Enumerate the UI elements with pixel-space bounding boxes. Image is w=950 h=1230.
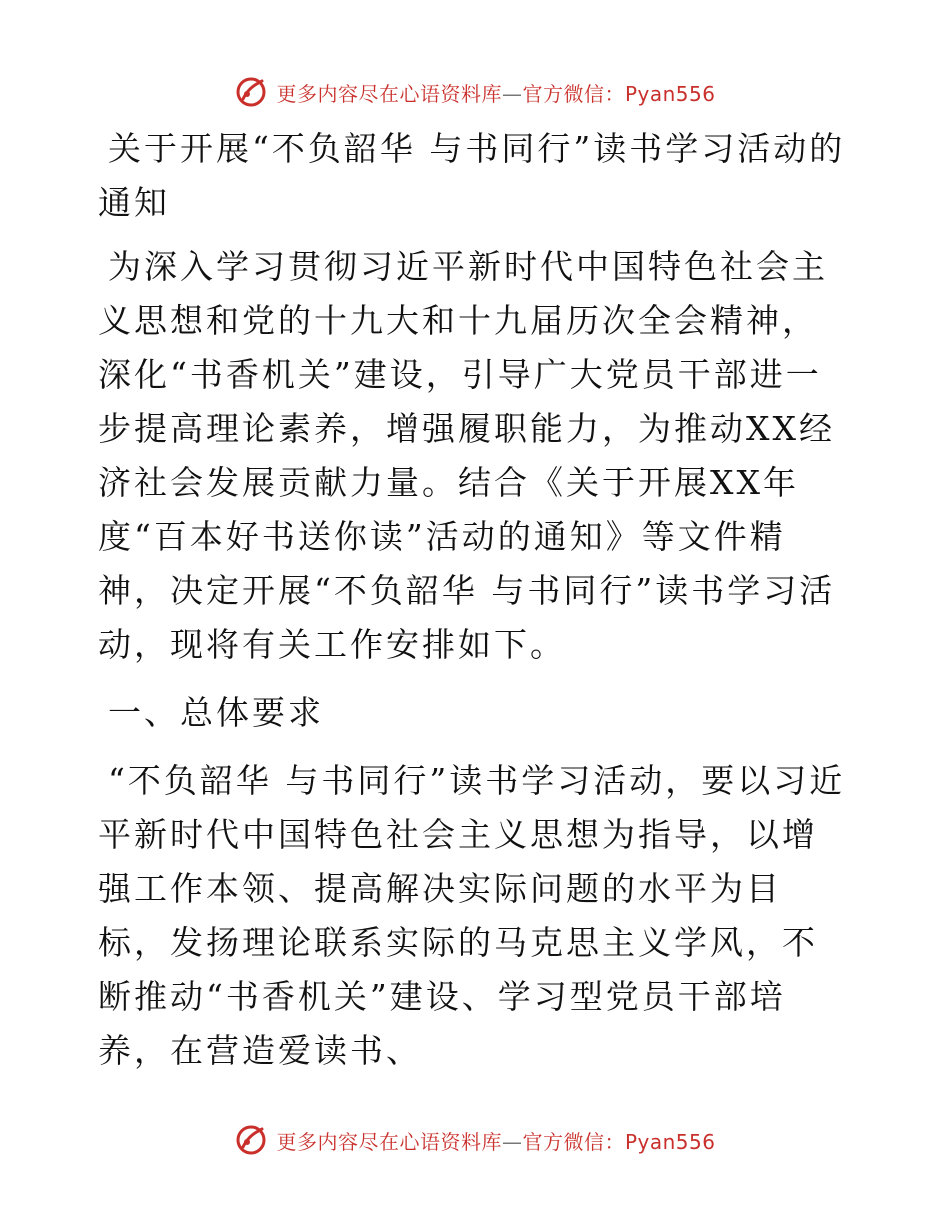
ink-brush-logo-icon [234, 75, 268, 109]
watermark-contact: 官方微信：Pyan556 [522, 1129, 716, 1154]
document-title: 关于开展“不负韶华 与书同行”读书学习活动的通知 [98, 129, 846, 222]
document-body [98, 122, 850, 1078]
watermark-separator: — [501, 1129, 523, 1154]
watermark-separator: — [501, 81, 523, 106]
watermark-text [276, 78, 715, 107]
page-footer-watermark [0, 1120, 950, 1160]
section-heading-general-requirements: 一、总体要求 [108, 693, 324, 732]
paragraph-general-requirements: “不负韶华 与书同行”读书学习活动，要以习近平新时代中国特色社会主义思想为指导，以增强工作本领、提高解决实际问题的水平为目标，发扬理论联系实际的马克思主义学风，不断推动“书香机关”建设、学习型党员干部培养，在营造爱读书、 [98, 761, 846, 1070]
page-header-watermark [0, 72, 950, 112]
watermark-brand: 更多内容尽在心语资料库 [276, 1129, 502, 1154]
ink-brush-logo-icon [234, 1123, 268, 1157]
watermark-contact: 官方微信：Pyan556 [522, 81, 716, 106]
watermark-brand: 更多内容尽在心语资料库 [276, 81, 502, 106]
watermark-text [276, 1126, 715, 1155]
paragraph-intro: 为深入学习贯彻习近平新时代中国特色社会主义思想和党的十九大和十九届历次全会精神，深化“书香机关”建设，引导广大党员干部进一步提高理论素养，增强履职能力，为推动XX经济社会发展贡献力量。结合《关于开展XX年度“百本好书送你读”活动的通知》等文件精神，决定开展“不负韶华 与书同行”读书学习活动，现将有关工作安排如下。 [98, 247, 836, 664]
